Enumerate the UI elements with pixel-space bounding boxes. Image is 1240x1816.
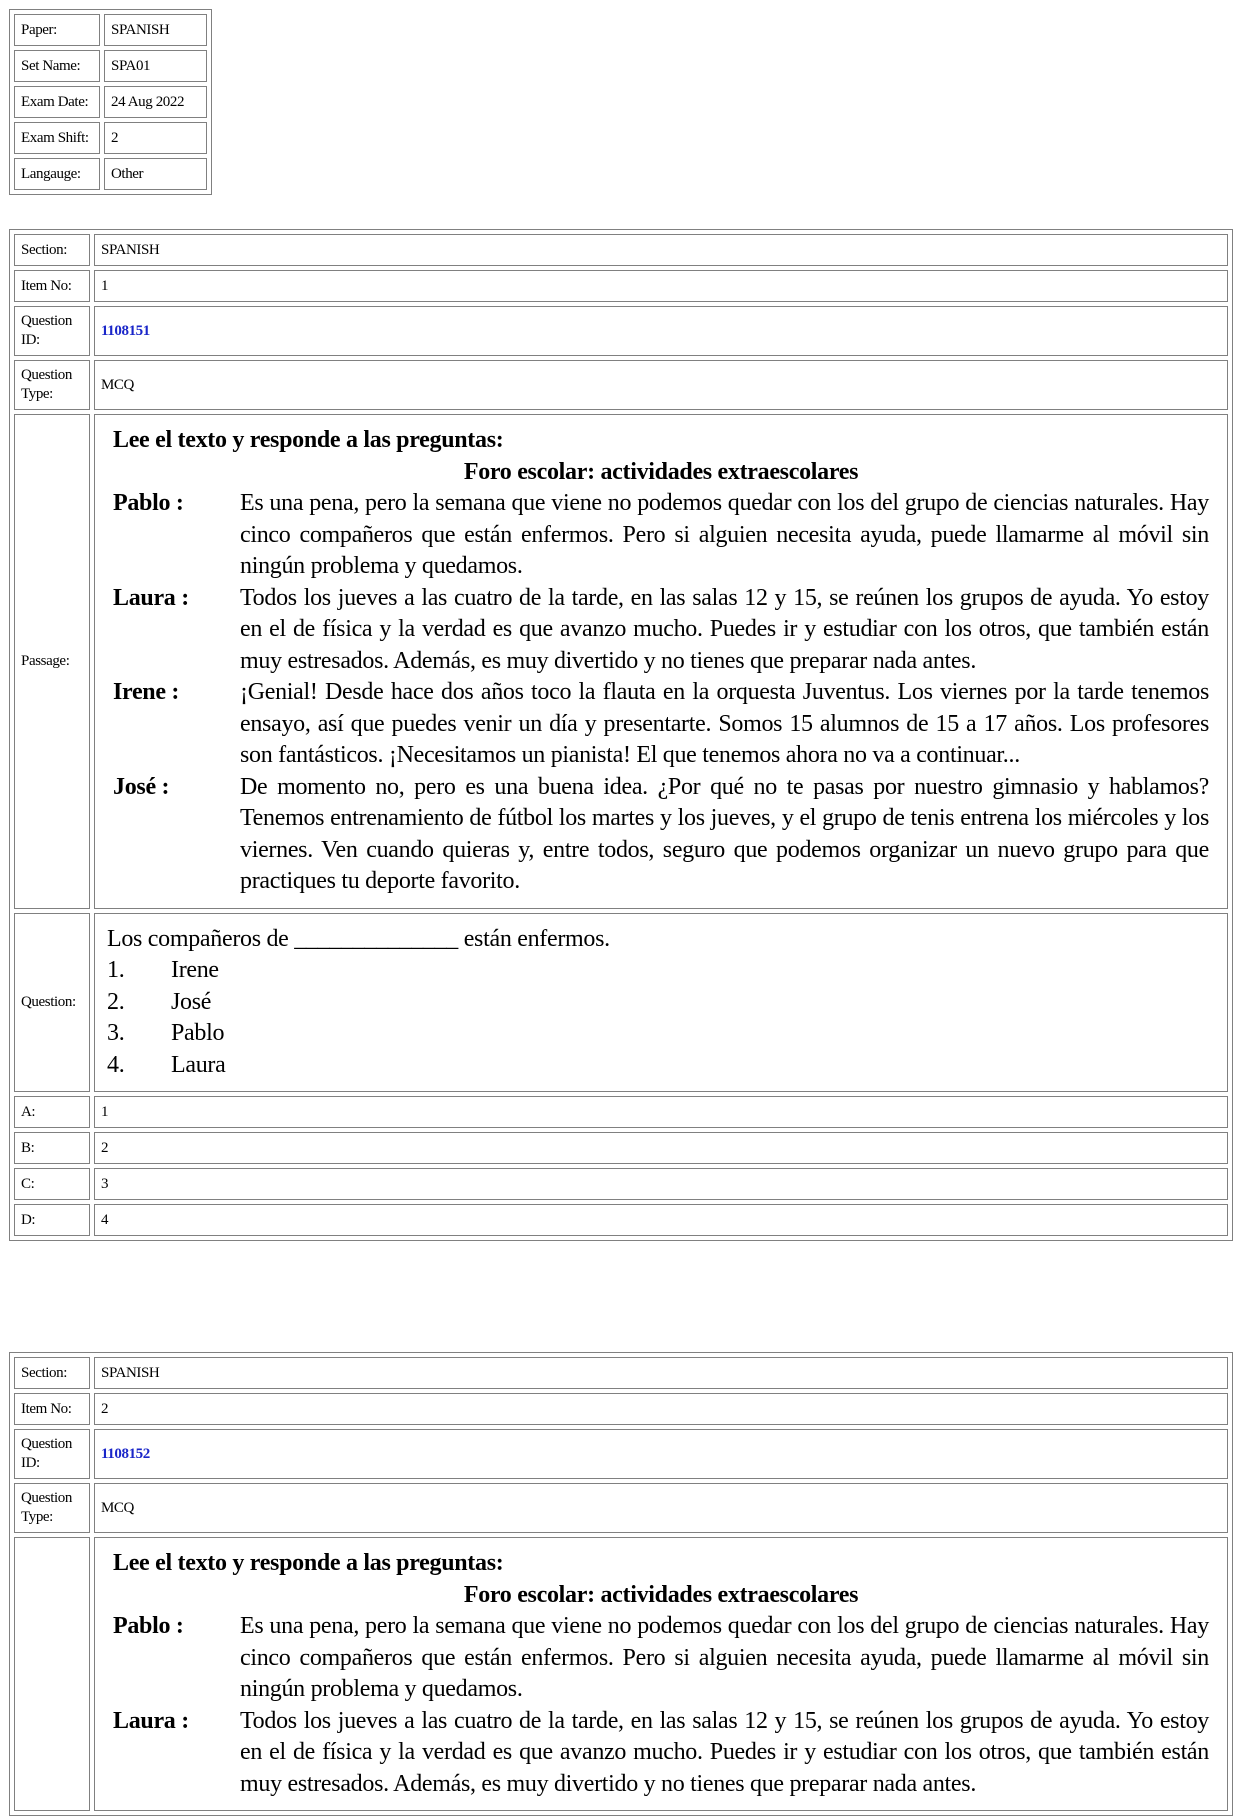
- passage-content: [94, 1537, 1228, 1811]
- option-2: 2. José: [107, 988, 212, 1015]
- meta-row-set: [14, 50, 207, 82]
- question-id-value: 1108151: [94, 306, 1228, 356]
- passage-row: [14, 1537, 1228, 1811]
- question-block-1: [9, 229, 1233, 1241]
- exam-date-label: Exam Date:: [14, 86, 100, 118]
- speaker-jose: [113, 772, 1209, 898]
- section-value: SPANISH: [94, 1357, 1228, 1389]
- exam-shift-value: 2: [104, 122, 207, 154]
- passage-subtitle: Foro escolar: actividades extraescolares: [463, 1581, 859, 1608]
- question-type-label: Question Type:: [14, 360, 90, 410]
- answer-a-label: A:: [14, 1096, 90, 1128]
- passage-row: [14, 414, 1228, 909]
- item-no-label: Item No:: [14, 1393, 90, 1425]
- question-type-label: Question Type:: [14, 1483, 90, 1533]
- option-3: 3. Pablo: [107, 1020, 225, 1046]
- speaker-irene: [113, 677, 1209, 772]
- question-id-label: Question ID:: [14, 306, 90, 356]
- speaker-name: Irene :: [113, 679, 180, 705]
- meta-row-language: [14, 158, 207, 190]
- option-4: 4. Laura: [107, 1051, 226, 1078]
- answer-a-row: [14, 1096, 1228, 1128]
- passage-title: Lee el texto y responde a las preguntas:: [113, 427, 504, 453]
- answer-d-row: [14, 1204, 1228, 1236]
- passage-label: Passage:: [14, 414, 90, 909]
- question-stem: Los compañeros de ______________ están enfermos.: [107, 925, 610, 952]
- section-row: [14, 234, 1228, 266]
- speaker-text: Es una pena, pero la semana que viene no podemos quedar con los del grupo de ciencias naturales. Hay cinco compañeros que están enfermos. Pero si alguien necesita ayuda, puede llamarme al móvil sin ningún problema y quedamos.: [240, 490, 1209, 579]
- speaker-text: De momento no, pero es una buena idea. ¿Por qué no te pasas por nuestro gimnasio y hablamos? Tenemos entrenamiento de fútbol los martes y los jueves, y el grupo de tenis entrena los miércoles y los viernes. Ven cuando quieras y, entre todos, seguro que podemos organizar un nuevo grupo para que practiques tu deporte favorito.: [240, 773, 1209, 894]
- item-row: [14, 1393, 1228, 1425]
- section-value: SPANISH: [94, 234, 1228, 266]
- answer-a-value: 1: [94, 1096, 1228, 1128]
- item-row: [14, 270, 1228, 302]
- item-no-value: 1: [94, 270, 1228, 302]
- paper-label: Paper:: [14, 14, 100, 46]
- speaker-laura: [113, 583, 1209, 678]
- answer-d-value: 4: [94, 1204, 1228, 1236]
- question-id-label: Question ID:: [14, 1429, 90, 1479]
- question-type-row: [14, 360, 1228, 410]
- meta-row-paper: [14, 14, 207, 46]
- speaker-text: Es una pena, pero la semana que viene no podemos quedar con los del grupo de ciencias naturales. Hay cinco compañeros que están enfermos. Pero si alguien necesita ayuda, puede llamarme al móvil sin ningún problema y quedamos.: [240, 1613, 1209, 1702]
- passage-title: Lee el texto y responde a las preguntas:: [113, 1550, 504, 1576]
- section-label: Section:: [14, 234, 90, 266]
- language-label: Langauge:: [14, 158, 100, 190]
- speaker-name: Laura :: [113, 1707, 189, 1734]
- answer-b-row: [14, 1132, 1228, 1164]
- speaker-name: Pablo :: [113, 1613, 184, 1639]
- speaker-name: Pablo :: [113, 490, 184, 516]
- option-1: 1. Irene: [107, 957, 219, 983]
- passage-label: [14, 1537, 90, 1811]
- speaker-name: Laura :: [113, 584, 189, 611]
- question-label: Question:: [14, 913, 90, 1093]
- exam-date-value: 24 Aug 2022: [104, 86, 207, 118]
- exam-shift-label: Exam Shift:: [14, 122, 100, 154]
- question-type-value: MCQ: [94, 1483, 1228, 1533]
- question-id-value: 1108152: [94, 1429, 1228, 1479]
- answer-d-label: D:: [14, 1204, 90, 1236]
- meta-row-shift: [14, 122, 207, 154]
- question-type-value: MCQ: [94, 360, 1228, 410]
- speaker-pablo: [113, 488, 1209, 583]
- speaker-pablo: [113, 1611, 1209, 1706]
- question-content: [94, 913, 1228, 1093]
- question-id-row: [14, 1429, 1228, 1479]
- question-type-row: [14, 1483, 1228, 1533]
- section-label: Section:: [14, 1357, 90, 1389]
- question-row: [14, 913, 1228, 1093]
- answer-b-value: 2: [94, 1132, 1228, 1164]
- speaker-text: Todos los jueves a las cuatro de la tarde, en las salas 12 y 15, se reúnen los grupos de ayuda. Yo estoy en el de física y la verdad es que avanzo mucho. Puedes ir y estudiar con los otros, que también están muy estresados. Además, es muy divertido y no tienes que preparar nada antes.: [240, 1707, 1209, 1797]
- passage-subtitle: Foro escolar: actividades extraescolares: [463, 458, 859, 485]
- meta-row-date: [14, 86, 207, 118]
- speaker-text: Todos los jueves a las cuatro de la tarde, en las salas 12 y 15, se reúnen los grupos de ayuda. Yo estoy en el de física y la verdad es que avanzo mucho. Puedes ir y estudiar con los otros, que también están muy estresados. Además, es muy divertido y no tienes que preparar nada antes.: [240, 584, 1209, 674]
- section-row: [14, 1357, 1228, 1389]
- speaker-name: José :: [113, 773, 170, 800]
- item-no-label: Item No:: [14, 270, 90, 302]
- language-value: Other: [104, 158, 207, 190]
- answer-c-label: C:: [14, 1168, 90, 1200]
- speaker-laura: [113, 1706, 1209, 1801]
- set-name-label: Set Name:: [14, 50, 100, 82]
- answer-b-label: B:: [14, 1132, 90, 1164]
- question-id-row: [14, 306, 1228, 356]
- passage-content: [94, 414, 1228, 909]
- question-block-2: [9, 1352, 1233, 1816]
- answer-c-row: [14, 1168, 1228, 1200]
- set-name-value: SPA01: [104, 50, 207, 82]
- item-no-value: 2: [94, 1393, 1228, 1425]
- paper-value: SPANISH: [104, 14, 207, 46]
- speaker-text: ¡Genial! Desde hace dos años toco la flauta en la orquesta Juventus. Los viernes por la tarde tenemos ensayo, así que puedes venir un día y presentarte. Somos 15 alumnos de 15 a 17 años. Los profesores son fantásticos. ¡Necesitamos un pianista! El que tenemos ahora no va a continuar...: [240, 679, 1209, 768]
- exam-meta-table: [9, 9, 212, 195]
- answer-c-value: 3: [94, 1168, 1228, 1200]
